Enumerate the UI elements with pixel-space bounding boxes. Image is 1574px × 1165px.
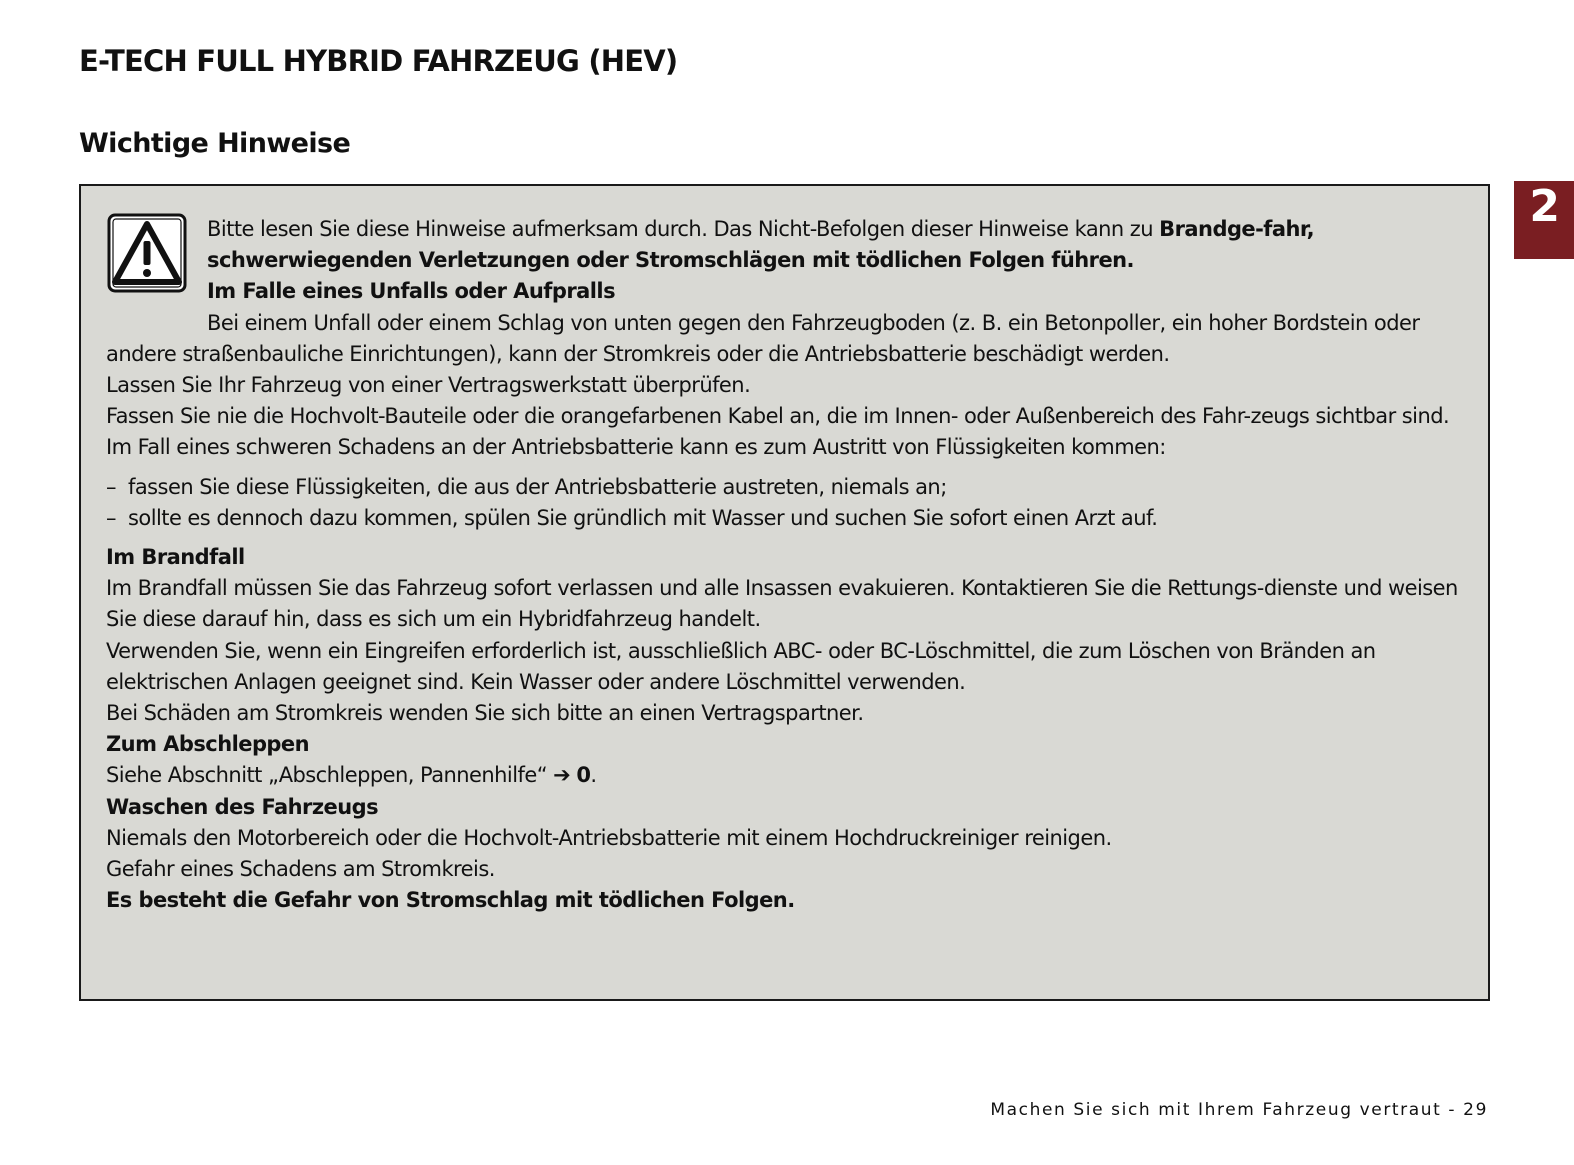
fire-heading: Im Brandfall	[106, 545, 245, 570]
warning-box	[79, 184, 1490, 1001]
towing-paragraph	[106, 760, 1476, 791]
towing-heading: Zum Abschleppen	[106, 732, 310, 757]
accident-heading: Im Falle eines Unfalls oder Aufpralls	[207, 279, 616, 304]
warning-intro-emphasis: Brandge-fahr, schwerwiegenden Verletzungen oder Stromschlägen mit tödlichen Folgen führen.	[207, 217, 1315, 273]
list-item: – fassen Sie diese Flüssigkeiten, die aus der Antriebsbatterie austreten, niemals an;	[106, 474, 947, 499]
fire-paragraph: Bei Schäden am Stromkreis wenden Sie sich bitte an einen Vertragspartner.	[106, 701, 864, 726]
washing-paragraph: Niemals den Motorbereich oder die Hochvolt-Antriebsbatterie mit einem Hochdruckreiniger reinigen.	[106, 825, 1112, 850]
page-footer: Machen Sie sich mit Ihrem Fahrzeug vertraut - 29	[990, 1100, 1488, 1120]
chapter-tab: 2	[1514, 181, 1574, 259]
list-item-text: sollte es dennoch dazu kommen, spülen Sie gründlich mit Wasser und suchen Sie sofort einen Arzt auf.	[128, 505, 1158, 530]
warning-intro	[106, 214, 1476, 276]
warning-content	[106, 214, 1476, 916]
arrow-right-icon: ➔	[553, 763, 571, 788]
washing-heading: Waschen des Fahrzeugs	[106, 794, 379, 819]
list-item-text: fassen Sie diese Flüssigkeiten, die aus der Antriebsbatterie austreten, niemals an;	[128, 474, 947, 499]
towing-end: .	[590, 763, 597, 788]
accident-paragraph: Fassen Sie nie die Hochvolt-Bauteile oder die orangefarbenen Kabel an, die im Innen- oder Außenbereich des Fahr-zeugs sichtbar sind.	[106, 404, 1450, 429]
accident-paragraph: Im Fall eines schweren Schadens an der Antriebsbatterie kann es zum Austritt von Flüssigkeiten kommen:	[106, 435, 1166, 460]
warning-intro-text: Bitte lesen Sie diese Hinweise aufmerksam durch. Das Nicht-Befolgen dieser Hinweise kann zu	[207, 217, 1160, 241]
list-item: – sollte es dennoch dazu kommen, spülen Sie gründlich mit Wasser und suchen Sie sofort einen Arzt auf.	[106, 505, 1158, 530]
accident-paragraph: Lassen Sie Ihr Fahrzeug von einer Vertragswerkstatt überprüfen.	[106, 373, 751, 398]
fire-paragraph: Verwenden Sie, wenn ein Eingreifen erforderlich ist, ausschließlich ABC- oder BC-Löschmittel, die zum Löschen von Bränden an elektrischen Anlagen geeignet sind. Kein Wasser oder andere Löschmittel verwenden.	[106, 638, 1376, 694]
accident-paragraph: Bei einem Unfall oder einem Schlag von unten gegen den Fahrzeugboden (z. B. ein Betonpoller, ein hoher Bordstein oder andere straßenbauliche Einrichtungen), kann der Stromkreis oder die Antriebsbatterie beschädigt werden.	[106, 310, 1420, 366]
towing-text: Siehe Abschnitt „Abschleppen, Pannenhilfe“	[106, 763, 554, 788]
section-title: Wichtige Hinweise	[79, 128, 351, 159]
fluid-list	[106, 472, 1476, 534]
document-title: E-TECH FULL HYBRID FAHRZEUG (HEV)	[79, 44, 678, 78]
page-reference-link[interactable]: 0	[576, 763, 591, 788]
final-warning: Es besteht die Gefahr von Stromschlag mit tödlichen Folgen.	[106, 888, 795, 913]
washing-paragraph: Gefahr eines Schadens am Stromkreis.	[106, 857, 495, 882]
fire-paragraph: Im Brandfall müssen Sie das Fahrzeug sofort verlassen und alle Insassen evakuieren. Kontaktieren Sie die Rettungs-dienste und weisen Sie diese darauf hin, dass es sich um ein Hybridfahrzeug handelt.	[106, 576, 1458, 632]
